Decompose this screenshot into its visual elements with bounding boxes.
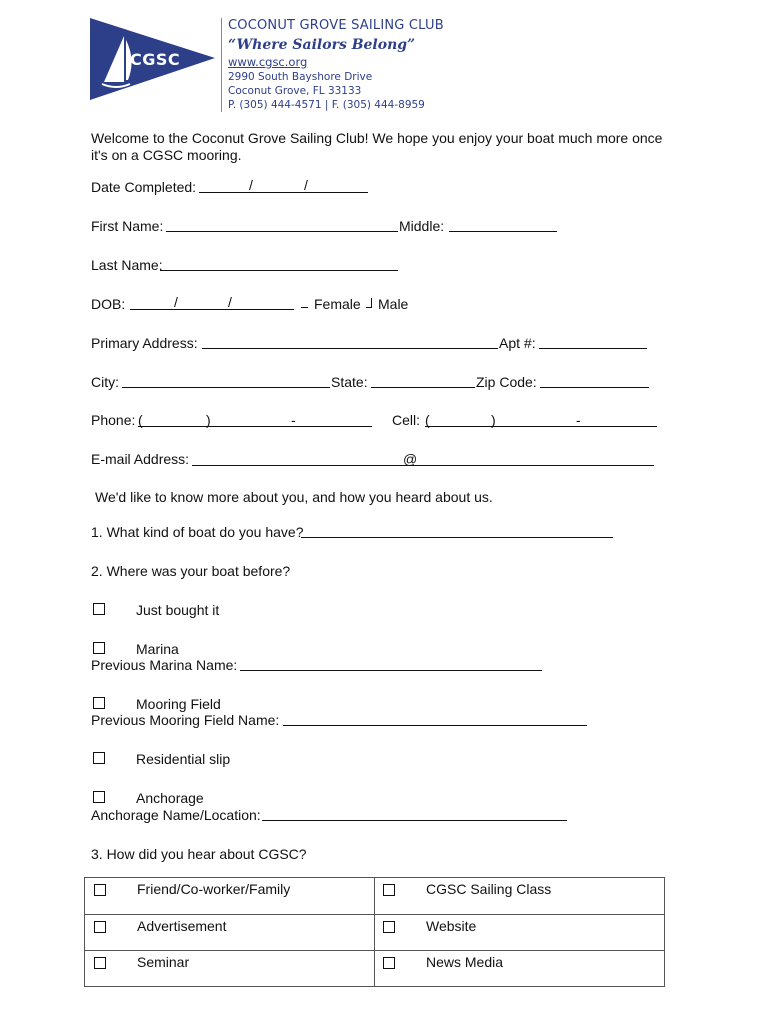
residential-label: Residential slip xyxy=(136,751,231,767)
cell-paren-open: ( xyxy=(425,412,430,428)
advertisement-label: Advertisement xyxy=(137,918,227,934)
sailing-class-label: CGSC Sailing Class xyxy=(426,881,552,897)
phone-dash: - xyxy=(291,412,296,428)
q1-label: 1. What kind of boat do you have? xyxy=(91,524,304,540)
apt-field[interactable] xyxy=(539,348,647,349)
dob-label: DOB: xyxy=(91,296,126,312)
female-label: Female xyxy=(314,296,361,312)
just-bought-label: Just bought it xyxy=(136,602,220,618)
anchorage-checkbox[interactable] xyxy=(93,791,105,803)
zip-label: Zip Code: xyxy=(476,374,537,390)
table-col-divider xyxy=(374,878,375,986)
tagline: “Where Sailors Belong” xyxy=(228,37,416,53)
table-row-divider xyxy=(85,914,664,915)
friend-checkbox[interactable] xyxy=(94,884,106,896)
dob-slash-2: / xyxy=(228,294,232,310)
anchorage-label: Anchorage xyxy=(136,790,204,806)
marina-checkbox[interactable] xyxy=(93,642,105,654)
cell-label: Cell: xyxy=(392,412,421,428)
residential-checkbox[interactable] xyxy=(93,752,105,764)
mooring-checkbox[interactable] xyxy=(93,697,105,709)
friend-label: Friend/Co-worker/Family xyxy=(137,881,291,897)
last-name-label: Last Name: xyxy=(91,257,163,273)
q1-field[interactable] xyxy=(301,537,613,538)
cell-dash: - xyxy=(576,412,581,428)
q3-options-table xyxy=(84,877,665,987)
last-name-field[interactable] xyxy=(160,270,398,271)
sailing-class-checkbox[interactable] xyxy=(383,884,395,896)
q2-label: 2. Where was your boat before? xyxy=(91,563,291,579)
header-divider xyxy=(221,18,222,112)
seminar-checkbox[interactable] xyxy=(94,957,106,969)
intro-line-2: it's on a CGSC mooring. xyxy=(91,147,242,163)
email-field[interactable] xyxy=(192,465,654,466)
city-field[interactable] xyxy=(122,387,330,388)
first-name-field[interactable] xyxy=(166,231,398,232)
date-slash-1: / xyxy=(249,177,253,193)
email-label: E-mail Address: xyxy=(91,451,190,467)
website-link[interactable]: www.cgsc.org xyxy=(228,55,308,69)
table-row-divider xyxy=(85,950,664,951)
zip-field[interactable] xyxy=(540,387,649,388)
address-line-2: Coconut Grove, FL 33133 xyxy=(228,85,362,97)
state-label: State: xyxy=(331,374,368,390)
address-line-1: 2990 South Bayshore Drive xyxy=(228,71,373,83)
phone-field[interactable] xyxy=(138,426,372,427)
middle-label: Middle: xyxy=(399,218,445,234)
anchorage-name-field[interactable] xyxy=(262,820,567,821)
mooring-label: Mooring Field xyxy=(136,696,221,712)
just-bought-checkbox[interactable] xyxy=(93,603,105,615)
state-field[interactable] xyxy=(371,387,475,388)
middle-field[interactable] xyxy=(449,231,557,232)
primary-address-label: Primary Address: xyxy=(91,335,198,351)
logo xyxy=(90,18,215,102)
dob-slash-1: / xyxy=(174,294,178,310)
phone-label: Phone: xyxy=(91,412,136,428)
marina-name-field[interactable] xyxy=(240,670,542,671)
date-completed-label: Date Completed: xyxy=(91,179,197,195)
anchorage-name-label: Anchorage Name/Location: xyxy=(91,807,261,823)
cell-paren-close: ) xyxy=(491,412,496,428)
website-label: Website xyxy=(426,918,477,934)
dob-field[interactable] xyxy=(130,309,294,310)
phone-paren-open: ( xyxy=(138,412,143,428)
mooring-name-label: Previous Mooring Field Name: xyxy=(91,712,280,728)
q3-label: 3. How did you hear about CGSC? xyxy=(91,846,307,862)
marina-label: Marina xyxy=(136,641,179,657)
marina-name-label: Previous Marina Name: xyxy=(91,657,238,673)
primary-address-field[interactable] xyxy=(202,348,498,349)
club-name: COCONUT GROVE SAILING CLUB xyxy=(228,18,444,33)
intro-line-1: Welcome to the Coconut Grove Sailing Club! We hope you enjoy your boat much more once xyxy=(91,130,663,146)
cell-field[interactable] xyxy=(425,426,657,427)
apt-label: Apt #: xyxy=(499,335,536,351)
advertisement-checkbox[interactable] xyxy=(94,921,106,933)
email-at: @ xyxy=(403,451,418,467)
first-name-label: First Name: xyxy=(91,218,164,234)
seminar-label: Seminar xyxy=(137,954,190,970)
date-slash-2: / xyxy=(304,177,308,193)
date-completed-field[interactable] xyxy=(199,192,368,193)
mooring-name-field[interactable] xyxy=(283,725,587,726)
male-checkbox[interactable] xyxy=(366,298,372,308)
phone-fax: P. (305) 444-4571 | F. (305) 444-8959 xyxy=(228,99,425,111)
city-label: City: xyxy=(91,374,119,390)
phone-paren-close: ) xyxy=(206,412,211,428)
female-checkbox[interactable] xyxy=(301,307,308,308)
about-text: We'd like to know more about you, and how you heard about us. xyxy=(95,489,493,505)
news-media-label: News Media xyxy=(426,954,504,970)
male-label: Male xyxy=(378,296,409,312)
logo-text: CGSC xyxy=(130,50,181,69)
news-media-checkbox[interactable] xyxy=(383,957,395,969)
website-checkbox[interactable] xyxy=(383,921,395,933)
